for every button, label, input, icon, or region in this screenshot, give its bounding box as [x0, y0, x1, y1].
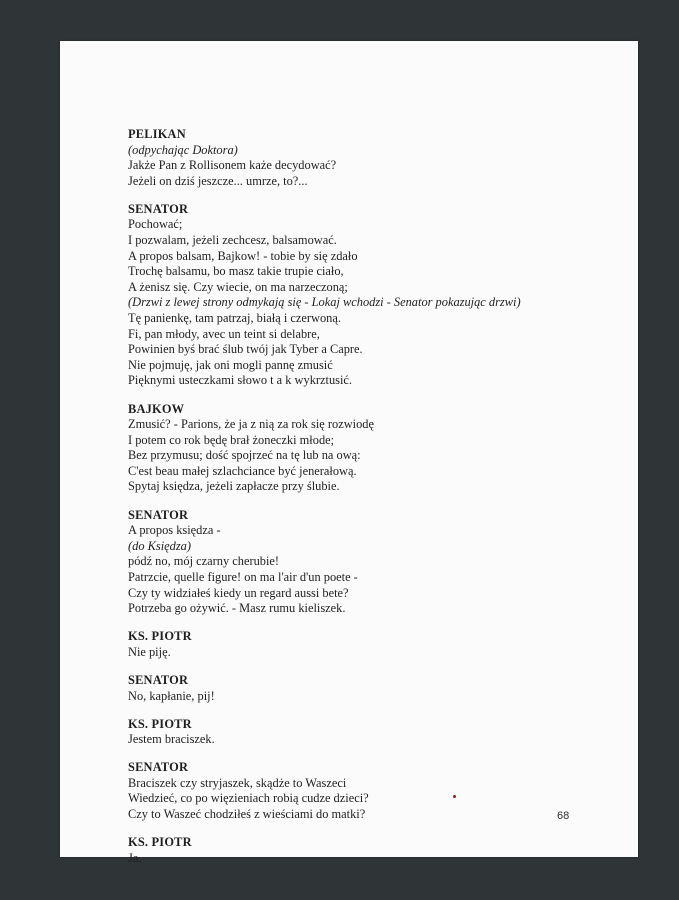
dialogue-line: Nie piję. [128, 644, 171, 659]
speaker-name: KS. PIOTR [128, 835, 192, 850]
paper-sheet [60, 41, 638, 865]
speaker-name: SENATOR [128, 760, 189, 775]
stage-direction: (Drzwi z lewej strony odmykają się - Lokaj wchodzi - Senator pokazując drzwi) [128, 295, 521, 310]
dialogue-line: Jestem braciszek. [128, 732, 215, 747]
speaker-name: PELIKAN [128, 127, 186, 141]
dialogue-line: C'est beau małej szlachciance być jenerałową. [128, 463, 357, 478]
dialogue-block [128, 717, 628, 748]
dialogue-line: Jeżeli on dziś jeszcze... umrze, to?... [128, 173, 308, 188]
dialogue-line: Braciszek czy stryjaszek, skądże to Waszeci [128, 775, 347, 790]
speaker-name: KS. PIOTR [128, 716, 192, 731]
dialogue-line: Spytaj księdza, jeżeli zapłacze przy ślubie. [128, 479, 340, 494]
dialogue-line: A propos księdza - [128, 523, 221, 538]
dialogue-line: A propos balsam, Bajkow! - tobie by się zdało [128, 248, 358, 263]
red-ink-dot [453, 795, 456, 798]
dialogue-line: pódź no, mój czarny cherubie! [128, 554, 280, 569]
page-number: 68 [557, 810, 570, 822]
dialogue-block [128, 508, 628, 617]
dialogue-block [128, 835, 628, 866]
stage-direction: (do Księdza) [128, 538, 191, 553]
stage-direction: (odpychając Doktora) [128, 142, 238, 157]
dialogue-line: I potem co rok będę brał żoneczki młode; [128, 432, 335, 447]
dialogue-line: Powinien byś brać ślub twój jak Tyber a Capre. [128, 342, 363, 357]
dialogue-line: Ja. [128, 850, 142, 865]
dialogue-line: Czy ty widziałeś kiedy un regard aussi bete? [128, 585, 349, 600]
dialogue-line: Czy to Waszeć chodziłeś z wieściami do matki? [128, 807, 366, 822]
dialogue-line: Patrzcie, quelle figure! on ma l'air d'un poete - [128, 569, 358, 584]
dialogue-block [128, 673, 628, 704]
dialogue-line: Nie pojmuję, jak oni mogli pannę zmusić [128, 357, 333, 372]
dialogue-line: Fi, pan młody, avec un teint si delabre, [128, 326, 320, 341]
dialogue-line: Pochować; [128, 217, 183, 232]
dialogue-block [128, 202, 628, 389]
dialogue-line: Wiedzieć, co po więzieniach robią cudze dzieci? [128, 791, 369, 806]
dialogue-line: Potrzeba go ożywić. - Masz rumu kieliszek. [128, 601, 346, 616]
dialogue-line: Pięknymi usteczkami słowo t a k wykrztusić. [128, 373, 353, 388]
dialogue-block [128, 760, 628, 822]
speaker-name: SENATOR [128, 672, 189, 687]
play-text [128, 127, 628, 879]
dialogue-line: Jakże Pan z Rollisonem każe decydować? [128, 158, 337, 173]
speaker-name: BAJKOW [128, 401, 185, 416]
dialogue-block [128, 127, 628, 189]
dialogue-block [128, 402, 628, 496]
dialogue-line: No, kapłanie, pij! [128, 688, 215, 703]
dialogue-line: Zmusić? - Parions, że ja z nią za rok się rozwiodę [128, 417, 374, 432]
dialogue-line: Trochę balsamu, bo masz takie trupie ciało, [128, 264, 344, 279]
dialogue-block [128, 629, 628, 660]
speaker-name: SENATOR [128, 201, 189, 216]
dialogue-line: I pozwalam, jeżeli zechcesz, balsamować. [128, 233, 337, 248]
speaker-name: SENATOR [128, 507, 189, 522]
dialogue-line: Tę panienkę, tam patrzaj, białą i czerwoną. [128, 311, 341, 326]
dialogue-line: A żenisz się. Czy wiecie, on ma narzeczoną; [128, 279, 348, 294]
dialogue-line: Bez przymusu; dość spojrzeć na tę lub na ową: [128, 448, 361, 463]
speaker-name: KS. PIOTR [128, 629, 192, 644]
